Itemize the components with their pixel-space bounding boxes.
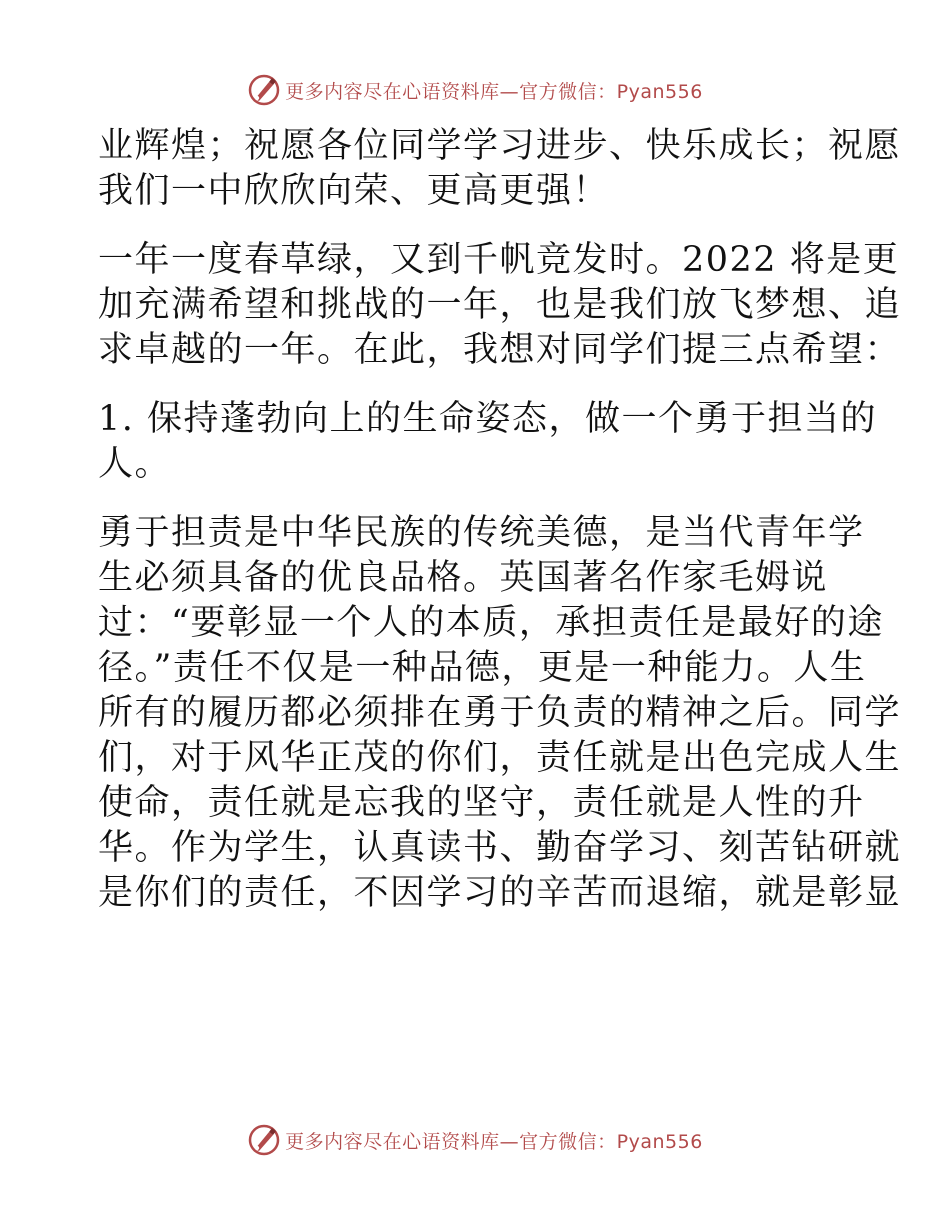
text-line: 人。: [98, 444, 172, 484]
text-line: 径。”责任不仅是一种品德，更是一种能力。人生: [98, 648, 867, 688]
document-body: [98, 124, 902, 916]
text-line: 们，对于风华正茂的你们，责任就是出色完成人生: [98, 738, 902, 778]
text-line: 使命，责任就是忘我的坚守，责任就是人性的升: [98, 783, 865, 823]
paragraph-3: [98, 397, 878, 487]
text-line: 所有的履历都必须排在勇于负责的精神之后。同学: [98, 693, 902, 733]
text-line: 勇于担责是中华民族的传统美德，是当代青年学: [98, 513, 865, 553]
footer-banner-text: 更多内容尽在心语资料库—官方微信：Pyan556: [285, 1130, 703, 1153]
text-line: 业辉煌；祝愿各位同学学习进步、快乐成长；祝愿: [98, 126, 902, 166]
pen-logo-icon: [247, 73, 281, 107]
text-line: 生必须具备的优良品格。英国著名作家毛姆说: [98, 558, 829, 598]
paragraph-2: [98, 238, 902, 373]
text-line: 加充满希望和挑战的一年，也是我们放飞梦想、追: [98, 285, 902, 325]
text-line: 是你们的责任，不因学习的辛苦而退缩，就是彰显: [98, 873, 902, 913]
pen-logo-icon: [247, 1123, 281, 1157]
header-banner-text: 更多内容尽在心语资料库—官方微信：Pyan556: [285, 80, 703, 103]
text-line: 过：“要彰显一个人的本质，承担责任是最好的途: [98, 603, 884, 643]
header-banner: [0, 70, 950, 110]
text-line: 1. 保持蓬勃向上的生命姿态，做一个勇于担当的: [98, 399, 878, 439]
paragraph-4: [98, 511, 902, 916]
text-line: 华。作为学生，认真读书、勤奋学习、刻苦钻研就: [98, 828, 902, 868]
text-line: 我们一中欣欣向荣、更高更强！: [98, 171, 610, 211]
footer-banner: [0, 1120, 950, 1160]
text-line: 一年一度春草绿，又到千帆竞发时。2022 将是更: [98, 240, 900, 280]
paragraph-1: [98, 124, 902, 214]
text-line: 求卓越的一年。在此，我想对同学们提三点希望：: [98, 330, 902, 370]
